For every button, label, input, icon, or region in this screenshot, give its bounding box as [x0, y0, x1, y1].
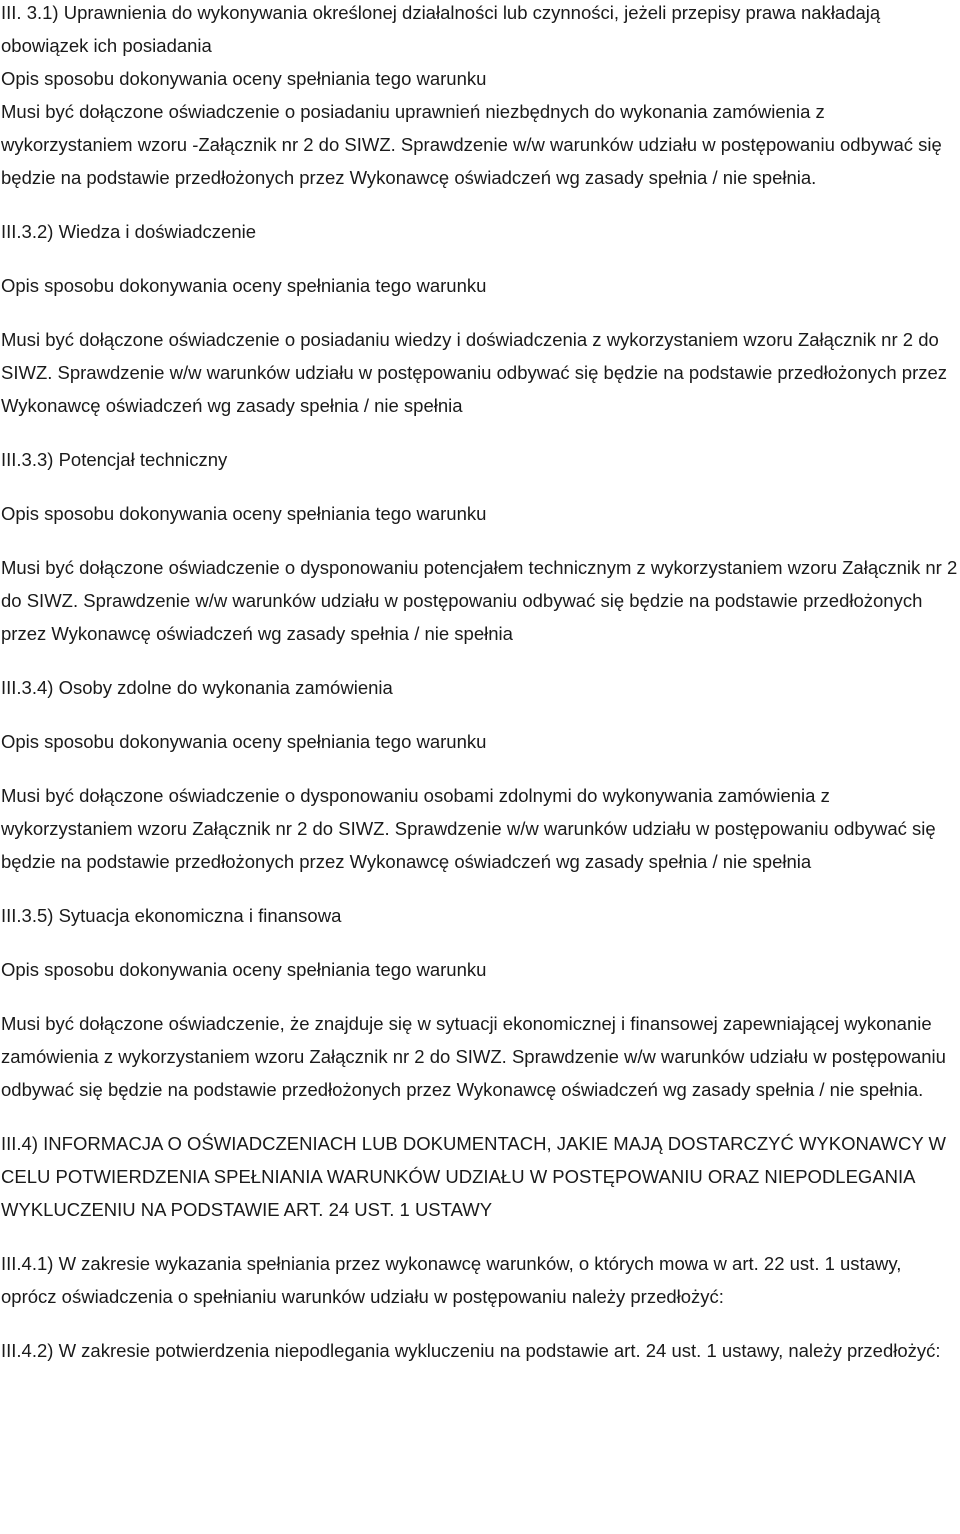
section-3-5-body: Musi być dołączone oświadczenie, że znajduje się w sytuacji ekonomicznej i finansowej zapewniającej wykonanie zamówienia z wykorzystaniem wzoru Załącznik nr 2 do SIWZ. Sprawdzenie w/w warunków udziału w postępowaniu odbywać się będzie na podstawie przedłożonych przez Wykonawcę oświadczeń wg zasady spełnia / nie spełnia.	[1, 1013, 946, 1100]
section-3-4-method-label: Opis sposobu dokonywania oceny spełniania tego warunku	[1, 731, 487, 752]
section-4-heading: III.4) INFORMACJA O OŚWIADCZENIACH LUB DOKUMENTACH, JAKIE MAJĄ DOSTARCZYĆ WYKONAWCY W CELU POTWIERDZENIA SPEŁNIANIA WARUNKÓW UDZIAŁU W POSTĘPOWANIU ORAZ NIEPODLEGANIA WYKLUCZENIU NA PODSTAWIE ART. 24 UST. 1 USTAWY	[1, 1133, 946, 1220]
section-3-1-body: Musi być dołączone oświadczenie o posiadaniu uprawnień niezbędnych do wykonania zamówienia z wykorzystaniem wzoru -Załącznik nr 2 do SIWZ. Sprawdzenie w/w warunków udziału w postępowaniu odbywać się będzie na podstawie przedłożonych przez Wykonawcę oświadczeń wg zasady spełnia / nie spełnia.	[1, 101, 942, 188]
section-4-2-item: III.4.2) W zakresie potwierdzenia niepodlegania wykluczeniu na podstawie art. 24 ust. 1 ustawy, należy przedłożyć:	[1, 1340, 941, 1361]
section-3-1-heading: III. 3.1) Uprawnienia do wykonywania określonej działalności lub czynności, jeżeli przepisy prawa nakładają obowiązek ich posiadania	[1, 2, 881, 56]
section-3-4-heading: III.3.4) Osoby zdolne do wykonania zamówienia	[1, 677, 393, 698]
section-3-5-method-label: Opis sposobu dokonywania oceny spełniania tego warunku	[1, 959, 487, 980]
section-3-2-heading: III.3.2) Wiedza i doświadczenie	[1, 221, 257, 242]
section-4-1-item: III.4.1) W zakresie wykazania spełniania przez wykonawcę warunków, o których mowa w art. 22 ust. 1 ustawy, oprócz oświadczenia o spełnianiu warunków udziału w postępowaniu należy przedłożyć:	[1, 1253, 902, 1307]
section-3-4-body: Musi być dołączone oświadczenie o dysponowaniu osobami zdolnymi do wykonywania zamówienia z wykorzystaniem wzoru Załącznik nr 2 do SIWZ. Sprawdzenie w/w warunków udziału w postępowaniu odbywać się będzie na podstawie przedłożonych przez Wykonawcę oświadczeń wg zasady spełnia / nie spełnia	[1, 785, 936, 872]
section-3-1-method-label: Opis sposobu dokonywania oceny spełniania tego warunku	[1, 68, 487, 89]
section-3-3-heading: III.3.3) Potencjał techniczny	[1, 449, 228, 470]
section-3-3-body: Musi być dołączone oświadczenie o dysponowaniu potencjałem technicznym z wykorzystaniem wzoru Załącznik nr 2 do SIWZ. Sprawdzenie w/w warunków udziału w postępowaniu odbywać się będzie na podstawie przedłożonych przez Wykonawcę oświadczeń wg zasady spełnia / nie spełnia	[1, 557, 958, 644]
section-3-2-method-label: Opis sposobu dokonywania oceny spełniania tego warunku	[1, 275, 487, 296]
section-3-5-heading: III.3.5) Sytuacja ekonomiczna i finansowa	[1, 905, 342, 926]
section-3-3-method-label: Opis sposobu dokonywania oceny spełniania tego warunku	[1, 503, 487, 524]
section-3-2-body: Musi być dołączone oświadczenie o posiadaniu wiedzy i doświadczenia z wykorzystaniem wzoru Załącznik nr 2 do SIWZ. Sprawdzenie w/w warunków udziału w postępowaniu odbywać się będzie na podstawie przedłożonych przez Wykonawcę oświadczeń wg zasady spełnia / nie spełnia	[1, 329, 948, 416]
